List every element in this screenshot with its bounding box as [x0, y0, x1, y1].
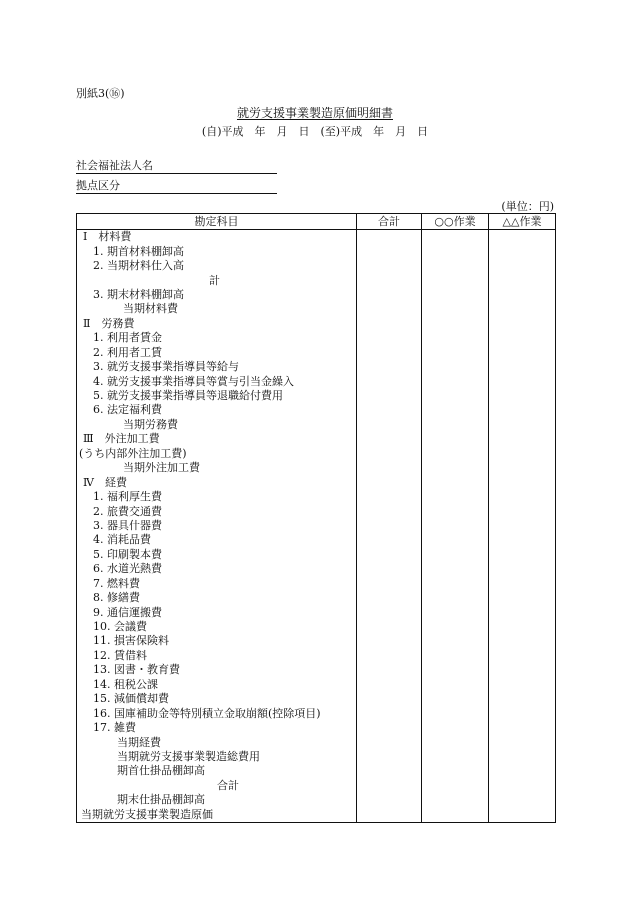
table-row	[77, 533, 556, 547]
work-a-cell[interactable]	[422, 678, 489, 692]
work-a-cell[interactable]	[422, 750, 489, 764]
account-item: Ⅳ 経費	[77, 475, 357, 489]
total-cell[interactable]	[357, 721, 422, 735]
work-b-cell[interactable]	[489, 706, 556, 720]
total-cell[interactable]	[357, 418, 422, 432]
work-b-cell[interactable]	[489, 244, 556, 258]
table-row	[77, 764, 556, 778]
work-b-cell[interactable]	[489, 548, 556, 562]
table-row	[77, 317, 556, 331]
work-a-cell[interactable]	[422, 461, 489, 475]
base-division-field[interactable]	[76, 178, 277, 194]
work-b-cell[interactable]	[489, 317, 556, 331]
account-item: 2. 旅費交通費	[77, 504, 357, 518]
work-b-cell[interactable]	[489, 475, 556, 489]
work-b-cell[interactable]	[489, 533, 556, 547]
work-a-cell[interactable]	[422, 533, 489, 547]
total-cell[interactable]	[357, 389, 422, 403]
account-item: 3. 器具什器費	[77, 519, 357, 533]
total-cell[interactable]	[357, 403, 422, 417]
table-row	[77, 562, 556, 576]
table-row	[77, 490, 556, 504]
work-b-cell[interactable]	[489, 663, 556, 677]
corporation-name-label: 社会福祉法人名	[76, 159, 153, 172]
work-a-cell[interactable]	[422, 735, 489, 749]
total-cell[interactable]	[357, 259, 422, 273]
total-cell[interactable]	[357, 346, 422, 360]
table-row	[77, 259, 556, 273]
work-b-cell[interactable]	[489, 519, 556, 533]
work-a-cell[interactable]	[422, 432, 489, 446]
total-cell[interactable]	[357, 605, 422, 619]
work-b-cell[interactable]	[489, 331, 556, 345]
account-item: 期首仕掛品棚卸高	[77, 764, 357, 778]
work-b-cell[interactable]	[489, 808, 556, 823]
account-item: 6. 法定福利費	[77, 403, 357, 417]
work-a-cell[interactable]	[422, 317, 489, 331]
account-item: 当期材料費	[77, 302, 357, 316]
total-cell[interactable]	[357, 490, 422, 504]
work-a-cell[interactable]	[422, 346, 489, 360]
header-total: 合計	[357, 214, 422, 230]
account-item: 16. 国庫補助金等特別積立金取崩額(控除項目)	[77, 706, 357, 720]
account-item: 5. 就労支援事業指導員等退職給付費用	[77, 389, 357, 403]
total-cell[interactable]	[357, 447, 422, 461]
work-a-cell[interactable]	[422, 620, 489, 634]
account-item: 当期就労支援事業製造総費用	[77, 750, 357, 764]
account-item: 14. 租税公課	[77, 678, 357, 692]
account-item: 4. 就労支援事業指導員等賞与引当金繰入	[77, 374, 357, 388]
table-row	[77, 808, 556, 823]
work-b-cell[interactable]	[489, 418, 556, 432]
table-row	[77, 230, 556, 245]
work-a-cell[interactable]	[422, 389, 489, 403]
table-row	[77, 634, 556, 648]
work-a-cell[interactable]	[422, 634, 489, 648]
account-item: 13. 図書・教育費	[77, 663, 357, 677]
work-a-cell[interactable]	[422, 764, 489, 778]
total-cell[interactable]	[357, 663, 422, 677]
total-cell[interactable]	[357, 533, 422, 547]
table-row	[77, 360, 556, 374]
table-row	[77, 346, 556, 360]
work-b-cell[interactable]	[489, 504, 556, 518]
work-b-cell[interactable]	[489, 259, 556, 273]
account-item: 8. 修繕費	[77, 591, 357, 605]
work-b-cell[interactable]	[489, 374, 556, 388]
total-cell[interactable]	[357, 678, 422, 692]
table-row	[77, 331, 556, 345]
total-cell[interactable]	[357, 562, 422, 576]
table-row	[77, 461, 556, 475]
total-cell[interactable]	[357, 461, 422, 475]
work-b-cell[interactable]	[489, 793, 556, 807]
work-a-cell[interactable]	[422, 490, 489, 504]
account-item: 当期経費	[77, 735, 357, 749]
work-a-cell[interactable]	[422, 663, 489, 677]
total-cell[interactable]	[357, 750, 422, 764]
account-item: 1. 福利厚生費	[77, 490, 357, 504]
table-row	[77, 605, 556, 619]
table-row	[77, 302, 556, 316]
work-a-cell[interactable]	[422, 605, 489, 619]
account-item: 5. 印刷製本費	[77, 548, 357, 562]
work-b-cell[interactable]	[489, 389, 556, 403]
table-row	[77, 649, 556, 663]
account-item: 9. 通信運搬費	[77, 605, 357, 619]
total-cell[interactable]	[357, 504, 422, 518]
appendix-reference: 別紙3(⑯)	[76, 87, 125, 100]
work-b-cell[interactable]	[489, 750, 556, 764]
total-cell[interactable]	[357, 432, 422, 446]
work-a-cell[interactable]	[422, 793, 489, 807]
work-a-cell[interactable]	[422, 230, 489, 245]
table-row	[77, 548, 556, 562]
document-title-text: 就労支援事業製造原価明細書	[236, 106, 393, 120]
total-cell[interactable]	[357, 808, 422, 823]
account-item: 当期就労支援事業製造原価	[77, 808, 357, 823]
work-b-cell[interactable]	[489, 779, 556, 793]
total-cell[interactable]	[357, 273, 422, 287]
account-item: 11. 損害保険料	[77, 634, 357, 648]
work-a-cell[interactable]	[422, 504, 489, 518]
work-b-cell[interactable]	[489, 735, 556, 749]
table-row	[77, 706, 556, 720]
account-item: 期末仕掛品棚卸高	[77, 793, 357, 807]
work-a-cell[interactable]	[422, 591, 489, 605]
base-division-label: 拠点区分	[76, 179, 120, 192]
account-item: 3. 期末材料棚卸高	[77, 288, 357, 302]
total-cell[interactable]	[357, 519, 422, 533]
work-a-cell[interactable]	[422, 374, 489, 388]
table-row	[77, 577, 556, 591]
work-b-cell[interactable]	[489, 302, 556, 316]
account-item: 合計	[77, 779, 357, 793]
table-row	[77, 793, 556, 807]
work-b-cell[interactable]	[489, 288, 556, 302]
total-cell[interactable]	[357, 649, 422, 663]
work-b-cell[interactable]	[489, 764, 556, 778]
work-b-cell[interactable]	[489, 432, 556, 446]
work-a-cell[interactable]	[422, 548, 489, 562]
account-item: 12. 賃借料	[77, 649, 357, 663]
account-item: 当期労務費	[77, 418, 357, 432]
account-item: 17. 雑費	[77, 721, 357, 735]
header-work-b: △△作業	[489, 214, 556, 230]
work-a-cell[interactable]	[422, 519, 489, 533]
work-a-cell[interactable]	[422, 692, 489, 706]
work-b-cell[interactable]	[489, 649, 556, 663]
work-b-cell[interactable]	[489, 721, 556, 735]
cost-statement-table	[76, 213, 556, 823]
table-row	[77, 504, 556, 518]
work-b-cell[interactable]	[489, 692, 556, 706]
work-b-cell[interactable]	[489, 577, 556, 591]
account-item: 7. 燃料費	[77, 577, 357, 591]
work-a-cell[interactable]	[422, 779, 489, 793]
account-item: 1. 利用者賃金	[77, 331, 357, 345]
work-b-cell[interactable]	[489, 605, 556, 619]
corporation-name-field[interactable]	[76, 158, 277, 174]
work-a-cell[interactable]	[422, 808, 489, 823]
total-cell[interactable]	[357, 302, 422, 316]
work-b-cell[interactable]	[489, 490, 556, 504]
total-cell[interactable]	[357, 230, 422, 245]
work-a-cell[interactable]	[422, 273, 489, 287]
account-item: 2. 利用者工賃	[77, 346, 357, 360]
account-item: 10. 会議費	[77, 620, 357, 634]
work-a-cell[interactable]	[422, 706, 489, 720]
account-item: 15. 減価償却費	[77, 692, 357, 706]
period-range: (自)平成 年 月 日 (至)平成 年 月 日	[201, 125, 429, 138]
account-item: 計	[77, 273, 357, 287]
work-b-cell[interactable]	[489, 678, 556, 692]
total-cell[interactable]	[357, 692, 422, 706]
account-item: Ⅱ 労務費	[77, 317, 357, 331]
table-header-row	[77, 214, 556, 230]
work-b-cell[interactable]	[489, 634, 556, 648]
total-cell[interactable]	[357, 360, 422, 374]
total-cell[interactable]	[357, 317, 422, 331]
table-row	[77, 389, 556, 403]
table-row	[77, 244, 556, 258]
work-a-cell[interactable]	[422, 475, 489, 489]
work-a-cell[interactable]	[422, 331, 489, 345]
table-row	[77, 735, 556, 749]
work-a-cell[interactable]	[422, 302, 489, 316]
work-b-cell[interactable]	[489, 403, 556, 417]
table-row	[77, 663, 556, 677]
total-cell[interactable]	[357, 244, 422, 258]
work-b-cell[interactable]	[489, 230, 556, 245]
total-cell[interactable]	[357, 634, 422, 648]
total-cell[interactable]	[357, 779, 422, 793]
work-a-cell[interactable]	[422, 288, 489, 302]
work-a-cell[interactable]	[422, 721, 489, 735]
table-row	[77, 432, 556, 446]
header-work-a: ○○作業	[422, 214, 489, 230]
total-cell[interactable]	[357, 620, 422, 634]
account-item: 6. 水道光熱費	[77, 562, 357, 576]
total-cell[interactable]	[357, 793, 422, 807]
table-row	[77, 288, 556, 302]
work-b-cell[interactable]	[489, 591, 556, 605]
table-row	[77, 750, 556, 764]
total-cell[interactable]	[357, 331, 422, 345]
table-row	[77, 692, 556, 706]
work-b-cell[interactable]	[489, 273, 556, 287]
account-item: 3. 就労支援事業指導員等給与	[77, 360, 357, 374]
table-row	[77, 475, 556, 489]
work-b-cell[interactable]	[489, 461, 556, 475]
account-item: 当期外注加工費	[77, 461, 357, 475]
work-b-cell[interactable]	[489, 620, 556, 634]
work-a-cell[interactable]	[422, 418, 489, 432]
work-b-cell[interactable]	[489, 346, 556, 360]
account-item: 1. 期首材料棚卸高	[77, 244, 357, 258]
account-item: 4. 消耗品費	[77, 533, 357, 547]
table-row	[77, 721, 556, 735]
work-b-cell[interactable]	[489, 562, 556, 576]
work-a-cell[interactable]	[422, 244, 489, 258]
total-cell[interactable]	[357, 548, 422, 562]
table-row	[77, 374, 556, 388]
total-cell[interactable]	[357, 706, 422, 720]
total-cell[interactable]	[357, 735, 422, 749]
account-item: Ⅰ 材料費	[77, 230, 357, 245]
work-b-cell[interactable]	[489, 447, 556, 461]
work-a-cell[interactable]	[422, 649, 489, 663]
work-a-cell[interactable]	[422, 577, 489, 591]
table-row	[77, 591, 556, 605]
work-a-cell[interactable]	[422, 562, 489, 576]
table-row	[77, 519, 556, 533]
table-row	[77, 678, 556, 692]
unit-label: (単位：円)	[501, 200, 554, 213]
table-row	[77, 620, 556, 634]
work-a-cell[interactable]	[422, 447, 489, 461]
document-title	[0, 104, 630, 121]
account-item: Ⅲ 外注加工費	[77, 432, 357, 446]
work-a-cell[interactable]	[422, 403, 489, 417]
total-cell[interactable]	[357, 288, 422, 302]
total-cell[interactable]	[357, 764, 422, 778]
table-row	[77, 403, 556, 417]
table-row	[77, 779, 556, 793]
work-a-cell[interactable]	[422, 360, 489, 374]
work-b-cell[interactable]	[489, 360, 556, 374]
table-row	[77, 418, 556, 432]
total-cell[interactable]	[357, 374, 422, 388]
table-row	[77, 273, 556, 287]
account-item: (うち内部外注加工費)	[77, 447, 357, 461]
table-row	[77, 447, 556, 461]
total-cell[interactable]	[357, 591, 422, 605]
total-cell[interactable]	[357, 577, 422, 591]
total-cell[interactable]	[357, 475, 422, 489]
work-a-cell[interactable]	[422, 259, 489, 273]
account-item: 2. 当期材料仕入高	[77, 259, 357, 273]
header-account: 勘定科目	[77, 214, 357, 230]
